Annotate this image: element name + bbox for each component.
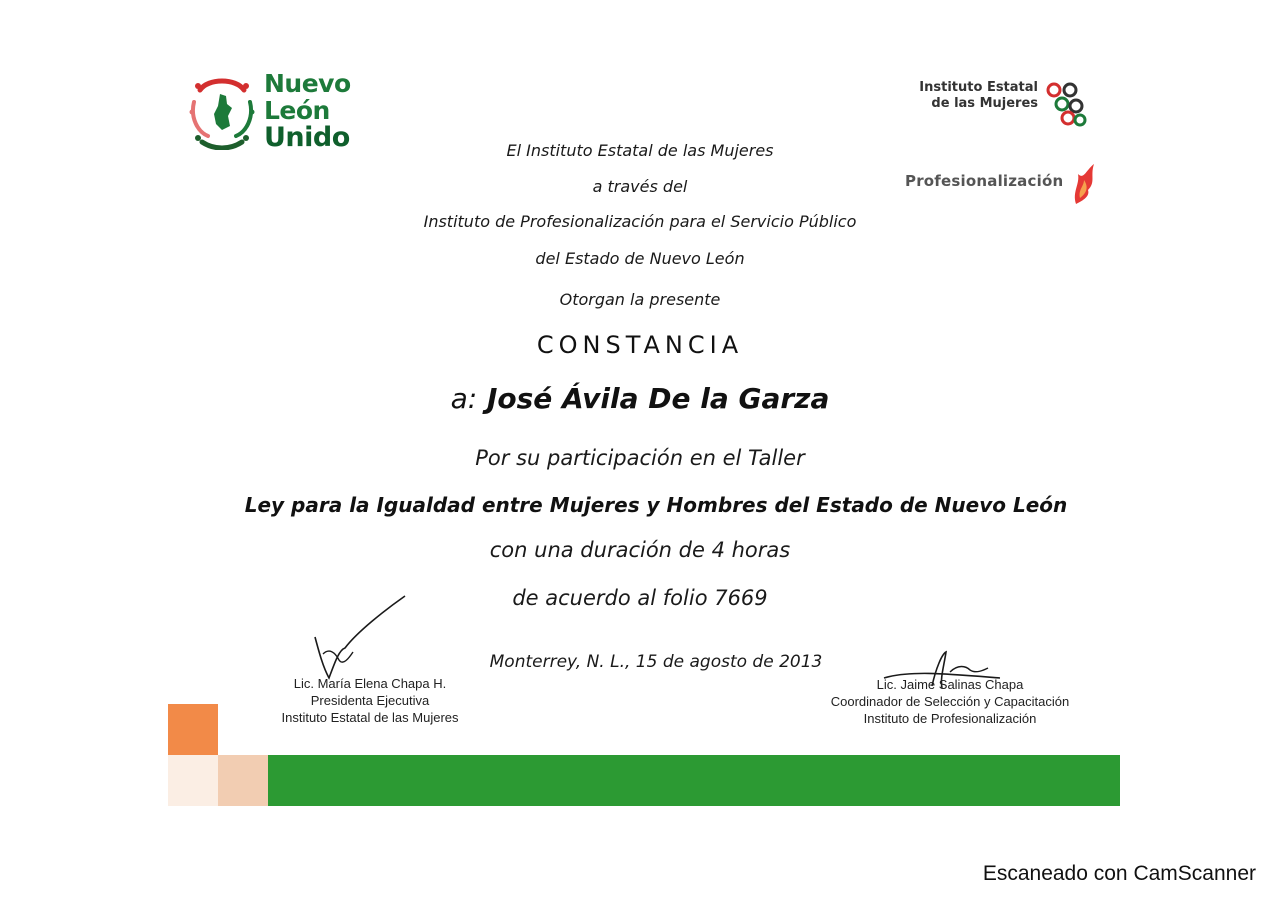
recipient-prefix: a: — [450, 382, 478, 415]
green-bar — [268, 755, 1120, 806]
logo-line-2: León — [264, 96, 330, 125]
profesionalizacion-text: Profesionalización — [905, 172, 1064, 190]
camscanner-watermark: Escaneado con CamScanner — [982, 862, 1256, 885]
issuer-line-4: del Estado de Nuevo León — [535, 249, 745, 268]
right-signer-name: Lic. Jaime Salinas Chapa — [876, 677, 1024, 692]
recipient-name: José Ávila De la Garza — [486, 382, 830, 415]
iem-logo — [900, 78, 1100, 134]
left-signature-block — [250, 675, 490, 726]
left-signature-icon — [305, 592, 415, 682]
pale-square-2 — [218, 755, 268, 806]
left-signer-role: Presidenta Ejecutiva — [310, 693, 430, 708]
orange-square — [168, 704, 218, 755]
place-date-line: Monterrey, N. L., 15 de agosto de 2013 — [489, 652, 823, 672]
right-signer-role: Coordinador de Selección y Capacitación — [830, 694, 1070, 709]
folio-line: de acuerdo al folio 7669 — [512, 586, 768, 610]
iem-line-1: Instituto Estatal — [919, 80, 1038, 95]
recipient-line — [0, 382, 1280, 415]
course-title: Ley para la Igualdad entre Mujeres y Hombres del Estado de Nuevo León — [244, 493, 1068, 517]
pale-square-1 — [168, 755, 218, 806]
logo-line-1: Nuevo — [264, 69, 351, 98]
issuer-line-3: Instituto de Profesionalización para el Servicio Público — [423, 212, 857, 231]
certificate-title: CONSTANCIA — [536, 331, 744, 359]
right-signer-org: Instituto de Profesionalización — [863, 711, 1037, 726]
duration-line: con una duración de 4 horas — [489, 538, 791, 562]
grant-line: Otorgan la presente — [559, 290, 721, 309]
right-signature-block — [795, 676, 1105, 727]
logo-line-3: Unido — [264, 122, 350, 153]
iem-line-2: de las Mujeres — [931, 96, 1038, 111]
issuer-line-1: El Instituto Estatal de las Mujeres — [506, 141, 774, 160]
left-signer-org: Instituto Estatal de las Mujeres — [281, 710, 459, 725]
participation-line: Por su participación en el Taller — [475, 446, 805, 470]
issuer-line-2: a través del — [592, 177, 688, 196]
left-signer-name: Lic. María Elena Chapa H. — [293, 676, 447, 691]
iem-rings-icon — [1042, 80, 1090, 128]
nuevo-leon-emblem-icon — [186, 72, 258, 150]
